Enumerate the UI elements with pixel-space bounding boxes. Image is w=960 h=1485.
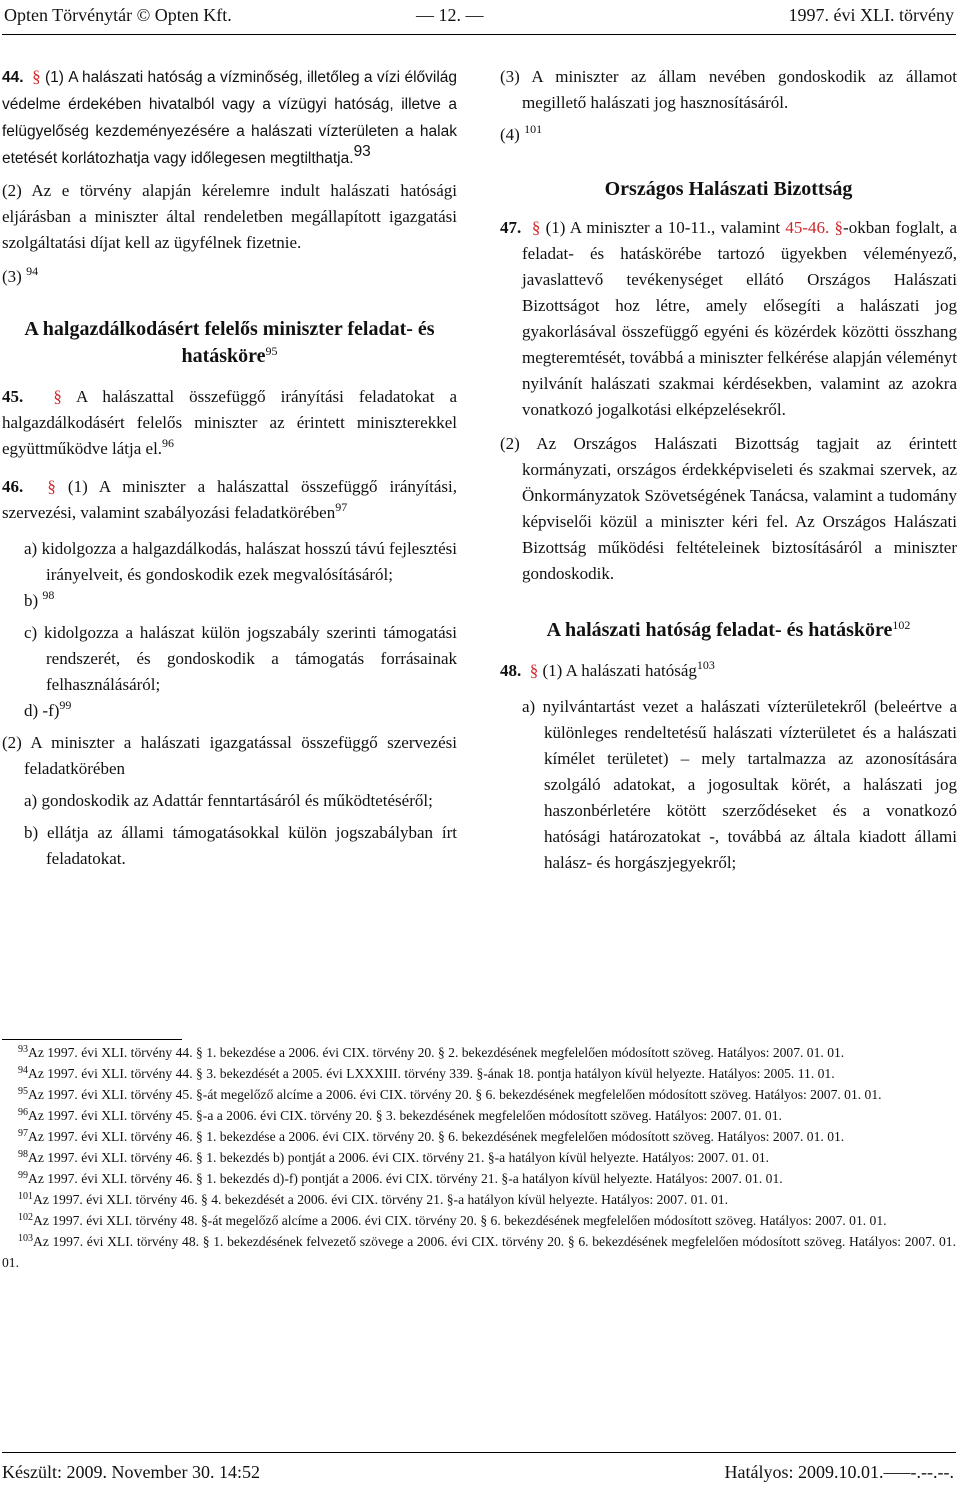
footnote-ref[interactable]: 97 — [335, 500, 348, 514]
section-47-para-1: 47. § (1) A miniszter a 10-11., valamint 45-46. §-okban foglalt, a feladat- és hatáskörébe tartozó ügyekben véleményező, javaslattevő tevékenységet ellátó Országos Halászati Bizottságot hoz létre, amely elősegíti a halászati jog gyakorlásával összefüggő egyéni és közérdek közötti összhang megteremtését, továbbá a miniszter felkérése alapján véleményt nyilvánít halászati szakmai kérdésekben, valamint az azokra vonatkozó jogalkotási elképzelésekről. — [500, 218, 957, 419]
header-page-number: — 12. — — [416, 5, 484, 25]
footnote-ref[interactable]: 94 — [26, 264, 39, 278]
footnote-ref[interactable]: 93 — [353, 143, 371, 160]
footnote: $^{102}$Az 1997. évi XLI. törvény 48. §-át megelőző alcíme a 2006. évi CIX. törvény 20. § 6. bekezdésének megfelelően módosított szöveg. Hatályos: 2007. 01. 01. — [18, 1212, 887, 1228]
section-sign-link[interactable]: § — [53, 387, 62, 406]
footer-created: Készült: 2009. November 30. 14:52 — [2, 1462, 260, 1482]
section-sign-link[interactable]: § — [531, 218, 541, 237]
header-publisher: Opten Törvénytár © Opten Kft. — [4, 5, 232, 25]
section-48-point-a: a) nyilvántartást vezet a halászati vízterületekről (beleértve a különleges rendeltetésű halászati vízterületet és a halászati kímélet területet) – mely tartalmazza az azonosítására szolgáló adatokat, a jogosultak körét, a halászati jog haszonbérletére kötött szerződéseket és a vonatkozó hatósági határozatokat -, továbbá az általa kiadott állami halász- és horgászjegyekről; — [522, 697, 958, 872]
section-46-para-4: (4) $^{101}$ — [500, 122, 543, 144]
footnotes — [2, 1042, 956, 1273]
heading-section-48: A halászati hatóság feladat- és hatásköre$^{102}$ — [546, 618, 911, 641]
section-48-para-1: 48. § (1) A halászati hatóság$^{103}$ — [500, 658, 715, 680]
section-44-para-2: (2) Az e törvény alapján kérelemre indult halászati hatósági eljárásban a miniszter által rendeletben megállapított igazgatási szolgáltatási díjat kell az ügyfélnek fizetnie. — [2, 181, 457, 252]
footnote-ref[interactable]: 98 — [42, 588, 55, 602]
footnote-ref[interactable]: 101 — [524, 122, 543, 136]
footnote: $^{94}$Az 1997. évi XLI. törvény 44. § 3. bekezdését a 2005. évi LXXXIII. törvény 339. §-ának 18. pontja hatályon kívül helyezte. Hatályos: 2005. 11. 01. — [18, 1065, 835, 1081]
section-46-para-2-point-a: a) gondoskodik az Adattár fenntartásáról és működtetéséről; — [24, 791, 433, 810]
footnote: $^{103}$Az 1997. évi XLI. törvény 48. § 1. bekezdésének felvezető szövege a 2006. évi CIX. törvény 20. § 6. bekezdésének megfelelően módosított szöveg. Hatályos: 2007. 01. 01. — [2, 1233, 956, 1270]
footnote: $^{98}$Az 1997. évi XLI. törvény 46. § 1. bekezdés b) pontját a 2006. évi CIX. törvény 21. §-a hatályon kívül helyezte. Hatályos: 2007. 01. 01. — [18, 1149, 770, 1165]
section-46-para-1: 46. § (1) A miniszter a halászattal összefüggő irányítási, szervezési, valamint szabályozási feladatkörében$^{97}$ — [2, 477, 458, 522]
footnote-divider — [2, 1039, 182, 1040]
section-46-para-3: (3) A miniszter az állam nevében gondoskodik az államot megillető halászati jog hasznosításáról. — [500, 67, 958, 112]
right-column — [500, 64, 957, 876]
section-45: 45. § A halászattal összefüggő irányítási feladatokat a halgazdálkodásért felelős miniszter az érintett miniszterekkel együttműködve látja el.$^{96}$ — [2, 387, 457, 458]
section-47-para-2: (2) Az Országos Halászati Bizottság tagjait az érintett kormányzati, országos érdekképviseleti és szakmai szervek, az Önkormányzatok Szövetségének Tanácsa, valamint a tudomány képviselői közül a miniszter kéri fel. Az Országos Halászati Bizottság működési feltételeinek biztosításáról a miniszter gondoskodik. — [500, 434, 957, 583]
section-44-para-3: (3) $^{94}$ — [2, 264, 39, 286]
footnote-ref[interactable]: 99 — [59, 698, 72, 712]
section-sign-link[interactable]: § — [47, 477, 56, 496]
footnote: $^{101}$Az 1997. évi XLI. törvény 46. § 4. bekezdését a 2006. évi CIX. törvény 21. §-a hatályon kívül helyezte. Hatályos: 2007. 01. 01. — [18, 1191, 729, 1207]
footnote: $^{99}$Az 1997. évi XLI. törvény 46. § 1. bekezdés d)-f) pontját a 2006. évi CIX. törvény 21. §-a hatályon kívül helyezte. Hatályos: 2007. 01. 01. — [18, 1170, 783, 1186]
heading-section-45: A halgazdálkodásért felelős miniszter feladat- és hatásköre$^{95}$ — [24, 318, 435, 367]
heading-section-47: Országos Halászati Bizottság — [604, 178, 853, 200]
footnote: $^{97}$Az 1997. évi XLI. törvény 46. § 1. bekezdése a 2006. évi CIX. törvény 20. § 6. bekezdésének megfelelően módosított szöveg. Hatályos: 2007. 01. 01. — [18, 1128, 845, 1144]
footnote: $^{95}$Az 1997. évi XLI. törvény 45. §-át megelőző alcíme a 2006. évi CIX. törvény 20. § 6. bekezdésének megfelelően módosított szöveg. Hatályos: 2007. 01. 01. — [18, 1086, 882, 1102]
header-law-title: 1997. évi XLI. törvény — [788, 5, 954, 25]
section-44-para-1: 44. § (1) A halászati hatóság a vízminőség, illetőleg a vízi élővilág védelme érdekében hivatalból vagy a vízügyi hatóság, illetve a felügyelőség kezdeményezésére a halászati vízterületen a halak etetését korlátozhatja vagy időlegesen megtilthatja.$^{93}$ — [2, 67, 458, 167]
footnote-ref[interactable]: 95 — [265, 344, 278, 358]
footer-effective: Hatályos: 2009.10.01.–––-.--.--. — [724, 1462, 954, 1482]
section-46-point-c: c) kidolgozza a halászat külön jogszabály szerinti támogatási rendszerét, és gondoskodik a támogatás forrásainak felhasználásáról; — [24, 623, 457, 694]
cross-reference-link[interactable]: 45-46. § — [785, 218, 844, 237]
left-column — [2, 64, 457, 872]
section-46-para-2-point-b: b) ellátja az állami támogatásokkal külön jogszabályban írt feladatokat. — [24, 823, 458, 868]
header-divider — [2, 34, 956, 35]
section-46-point-d: d) -f)$^{99}$ — [24, 698, 72, 720]
section-sign-link[interactable]: § — [32, 67, 41, 86]
footnote-ref[interactable]: 96 — [162, 436, 175, 450]
page-header — [4, 2, 954, 28]
footnote-ref[interactable]: 103 — [696, 658, 715, 672]
section-46-point-b: b) $^{98}$ — [24, 588, 55, 610]
section-46-para-2: (2) A miniszter a halászati igazgatással összefüggő szervezési feladatkörében — [2, 733, 457, 778]
section-46-point-a: a) kidolgozza a halgazdálkodás, halászat hosszú távú fejlesztési irányelveit, és gondoskodik ezek megvalósításáról; — [24, 539, 457, 584]
footnote: $^{96}$Az 1997. évi XLI. törvény 45. §-a a 2006. évi CIX. törvény 20. § 3. bekezdésének megfelelően módosított szöveg. Hatályos: 2007. 01. 01. — [18, 1107, 782, 1123]
footer-divider — [2, 1452, 956, 1453]
footnote-ref[interactable]: 102 — [892, 618, 911, 632]
section-sign-link[interactable]: § — [529, 661, 539, 680]
footnote: $^{93}$Az 1997. évi XLI. törvény 44. § 1. bekezdése a 2006. évi CIX. törvény 20. § 2. bekezdésének megfelelően módosított szöveg. Hatályos: 2007. 01. 01. — [18, 1044, 845, 1060]
